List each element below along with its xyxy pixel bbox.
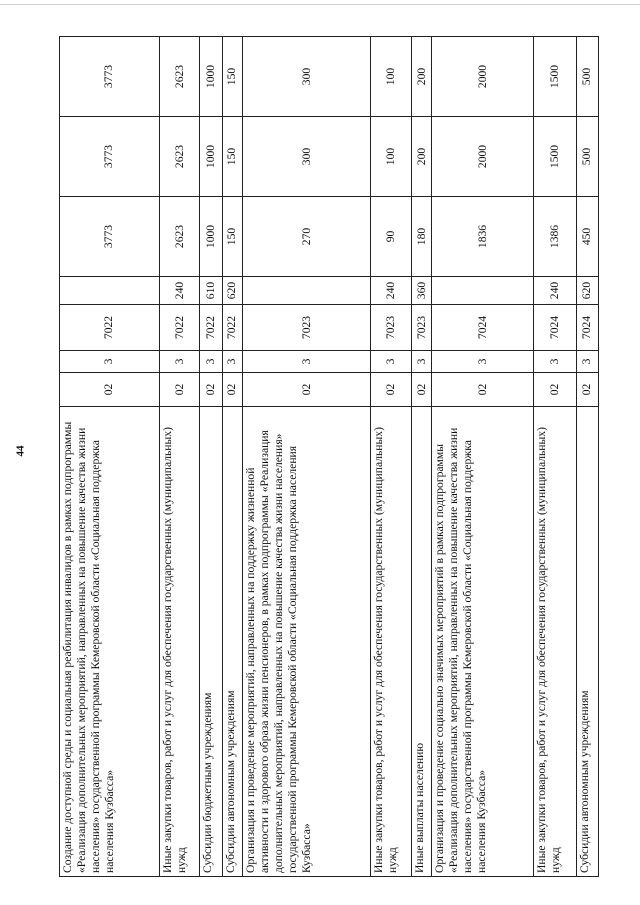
table-row [200,37,222,877]
cell-target: 7023 [243,305,371,351]
cell-subsection: 3 [533,351,576,373]
table-row [371,37,412,877]
cell-vr: 240 [371,277,412,305]
cell-name: Создание доступной среды и социальная реабилитация инвалидов в рамках подпрограммы «Реализация дополнительных мероприятий, направленных на повышение качества жизни населения» государственной программы Кемеровской области «Социальная поддержка населения Кузбасса» [60,407,160,877]
cell-section: 02 [533,373,576,407]
cell-year3: 2623 [159,37,200,117]
cell-section: 02 [576,373,598,407]
cell-subsection: 3 [222,351,242,373]
cell-vr: 240 [533,277,576,305]
cell-year1: 1000 [200,197,222,277]
cell-vr [243,277,371,305]
cell-year3: 1000 [200,37,222,117]
cell-name: Субсидии автономным учреждениям [222,407,242,877]
cell-year2: 1500 [533,117,576,197]
cell-year3: 1500 [533,37,576,117]
table-row [576,37,598,877]
cell-year1: 270 [243,197,371,277]
cell-section: 02 [243,373,371,407]
cell-year2: 1000 [200,117,222,197]
table-row [243,37,371,877]
cell-year1: 180 [411,197,431,277]
cell-subsection: 3 [411,351,431,373]
cell-year3: 2000 [432,37,534,117]
cell-target: 7024 [432,305,534,351]
cell-year2: 500 [576,117,598,197]
cell-target: 7022 [60,305,160,351]
cell-target: 7024 [533,305,576,351]
cell-name: Субсидии бюджетным учреждениям [200,407,222,877]
cell-subsection: 3 [576,351,598,373]
cell-target: 7022 [200,305,222,351]
cell-year2: 200 [411,117,431,197]
top-rule [0,4,640,5]
cell-year1: 1386 [533,197,576,277]
cell-vr [432,277,534,305]
cell-subsection: 3 [60,351,160,373]
cell-section: 02 [371,373,412,407]
table-row [222,37,242,877]
cell-target: 7023 [371,305,412,351]
cell-year1: 150 [222,197,242,277]
cell-year2: 3773 [60,117,160,197]
cell-year1: 90 [371,197,412,277]
cell-section: 02 [159,373,200,407]
cell-subsection: 3 [159,351,200,373]
table-row [533,37,576,877]
cell-year2: 100 [371,117,412,197]
cell-name: Иные выплаты населению [411,407,431,877]
cell-year2: 2623 [159,117,200,197]
cell-vr: 240 [159,277,200,305]
cell-year1: 3773 [60,197,160,277]
cell-target: 7024 [576,305,598,351]
cell-year3: 500 [576,37,598,117]
cell-section: 02 [411,373,431,407]
table-body [60,37,599,877]
cell-year3: 200 [411,37,431,117]
cell-name: Иные закупки товаров, работ и услуг для обеспечения государственных (муниципальных) нужд [533,407,576,877]
cell-vr [60,277,160,305]
cell-section: 02 [432,373,534,407]
table-row [411,37,431,877]
cell-subsection: 3 [371,351,412,373]
cell-year3: 3773 [60,37,160,117]
table-row [60,37,160,877]
cell-year1: 450 [576,197,598,277]
budget-table [59,36,599,877]
cell-section: 02 [60,373,160,407]
cell-subsection: 3 [200,351,222,373]
cell-year2: 2000 [432,117,534,197]
cell-target: 7023 [411,305,431,351]
cell-name: Иные закупки товаров, работ и услуг для обеспечения государственных (муниципальных) нужд [159,407,200,877]
cell-vr: 620 [222,277,242,305]
cell-subsection: 3 [243,351,371,373]
cell-year1: 1836 [432,197,534,277]
cell-subsection: 3 [432,351,534,373]
cell-name: Иные закупки товаров, работ и услуг для обеспечения государственных (муниципальных) нужд [371,407,412,877]
table-row [159,37,200,877]
cell-name: Организация и проведение социально значимых мероприятий в рамках подпрограммы «Реализация дополнительных мероприятий, направленных на повышение качества жизни населения» государственной программы Кемеровской области «Социальная поддержка населения Кузбасса» [432,407,534,877]
cell-year3: 300 [243,37,371,117]
cell-year1: 2623 [159,197,200,277]
cell-year3: 150 [222,37,242,117]
cell-name: Организация и проведение мероприятий, направленных на поддержку жизненной активности и здорового образа жизни пенсионеров, в рамках подпрограммы «Реализация дополнительных мероприятий, направленных на повышение качества жизни населения» государственной программы Кемеровской области «Социальная поддержка населения Кузбасса» [243,407,371,877]
cell-year3: 100 [371,37,412,117]
cell-name: Субсидии автономным учреждениям [576,407,598,877]
cell-vr: 620 [576,277,598,305]
cell-year2: 150 [222,117,242,197]
cell-vr: 360 [411,277,431,305]
cell-year2: 300 [243,117,371,197]
cell-section: 02 [200,373,222,407]
cell-section: 02 [222,373,242,407]
table-row [432,37,534,877]
cell-target: 7022 [159,305,200,351]
cell-target: 7022 [222,305,242,351]
rotated-table-wrapper [59,37,599,877]
page-number: 44 [14,445,27,457]
cell-vr: 610 [200,277,222,305]
